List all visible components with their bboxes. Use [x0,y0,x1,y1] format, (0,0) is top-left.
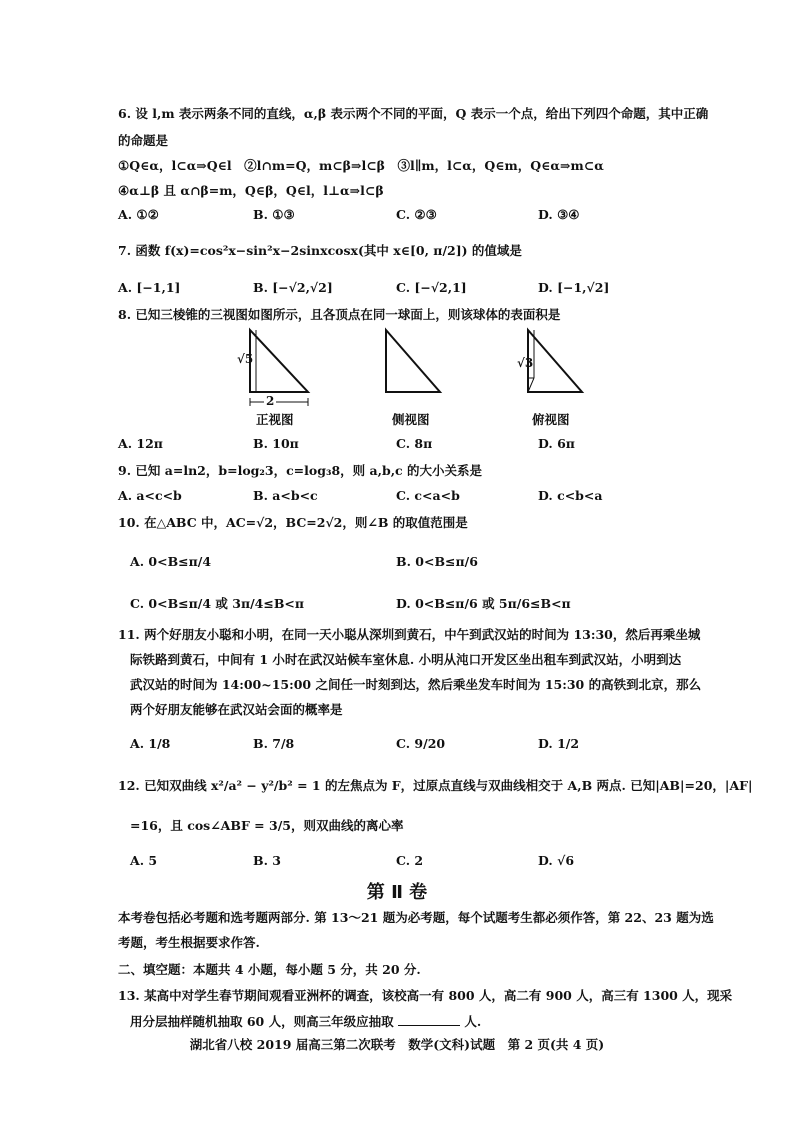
part-two-intro-line1: 本考卷包括必考题和选考题两部分. 第 13～21 题为必考题，每个试题考生都必须作答，第 22、23 题为选 [118,910,714,925]
q10-stem: 10. 在△ABC 中，AC=√2，BC=2√2，则∠B 的取值范围是 [118,515,468,530]
q9-option-b: B. a<b<c [253,488,318,503]
q6-option-d: D. ③④ [538,207,580,222]
front-view-height-label: √5 [237,352,254,366]
q6-stem-line2: 的命题是 [118,133,169,148]
q12-line2: =16，且 cos∠ABF = 3/5，则双曲线的离心率 [130,818,404,833]
q7-option-d: D. [−1,√2] [538,280,610,295]
part-two-title: 第 Ⅱ 卷 [366,882,428,903]
q9-option-d: D. c<b<a [538,488,603,503]
q12-line1: 12. 已知双曲线 x²/a² − y²/b² = 1 的左焦点为 F，过原点直线与双曲线相交于 A,B 两点. 已知|AB|=20，|AF| [118,778,753,793]
front-view-caption: 正视图 [256,412,294,427]
q13-line2-text: 用分层抽样随机抽取 60 人，则高三年级应抽取 [130,1014,394,1029]
top-view-height-label: √3 [517,356,534,370]
q9-stem: 9. 已知 a=ln2，b=log₂3，c=log₃8，则 a,b,c 的大小关系是 [118,463,483,478]
front-view-width-label: 2 [266,394,275,408]
part-two-intro-line2: 考题，考生根据要求作答. [118,935,260,950]
top-view-caption: 俯视图 [532,412,570,427]
q12-option-b: B. 3 [253,853,281,868]
q7-stem: 7. 函数 f(x)=cos²x−sin²x−2sinxcosx(其中 x∈[0, π/2]) 的值域是 [118,243,522,258]
q11-line3: 武汉站的时间为 14:00~15:00 之间任一时刻到达，然后乘坐发车时间为 15:30 的高铁到北京，那么 [130,677,702,692]
q8-option-d: D. 6π [538,436,575,451]
q11-option-d: D. 1/2 [538,736,580,751]
q11-option-c: C. 9/20 [396,736,446,751]
q11-line2: 际铁路到黄石，中间有 1 小时在武汉站候车室休息. 小明从沌口开发区坐出租车到武汉站，小明到达 [130,652,682,667]
q12-option-c: C. 2 [396,853,424,868]
q13-line2-suffix: 人. [464,1014,482,1029]
q11-option-a: A. 1/8 [130,736,171,751]
page-footer: 湖北省八校 2019 届高三第二次联考 数学(文科)试题 第 2 页(共 4 页) [189,1037,605,1052]
q9-option-a: A. a<c<b [118,488,182,503]
q6-option-b: B. ①③ [253,207,295,222]
q6-option-a: A. ①② [118,207,159,222]
q8-stem: 8. 已知三棱锥的三视图如图所示，且各顶点在同一球面上，则该球体的表面积是 [118,307,561,322]
side-view-caption: 侧视图 [392,412,430,427]
q6-option-c: C. ②③ [396,207,437,222]
q7-option-b: B. [−√2,√2] [253,280,333,295]
q10-option-c: C. 0<B≤π/4 或 3π/4≤B<π [130,596,305,611]
q10-option-b: B. 0<B≤π/6 [396,554,478,569]
q11-option-b: B. 7/8 [253,736,295,751]
q8-option-b: B. 10π [253,436,299,451]
q12-option-a: A. 5 [130,853,158,868]
q11-line1: 11. 两个好朋友小聪和小明，在同一天小聪从深圳到黄石，中午到武汉站的时间为 13:30，然后再乘坐城 [118,627,701,642]
q8-option-c: C. 8π [396,436,433,451]
q12-option-d: D. √6 [538,853,575,868]
q13-line2 [130,1013,481,1029]
fill-blank-section-heading: 二、填空题：本题共 4 小题，每小题 5 分，共 20 分. [118,962,421,977]
q13-line1: 13. 某高中对学生春节期间观看亚洲杯的调查，该校高一有 800 人，高二有 900 人，高三有 1300 人，现采 [118,988,733,1003]
q6-stem-line1: 6. 设 l,m 表示两条不同的直线，α,β 表示两个不同的平面，Q 表示一个点，给出下列四个命题，其中正确 [118,106,709,121]
q6-propositions-2: ④α⊥β 且 α∩β=m，Q∈β，Q∈l，l⊥α⇒l⊂β [118,183,384,198]
q10-option-a: A. 0<B≤π/4 [130,554,212,569]
q7-option-a: A. [−1,1] [118,280,181,295]
q8-option-a: A. 12π [118,436,163,451]
q7-option-c: C. [−√2,1] [396,280,467,295]
q9-option-c: C. c<a<b [396,488,460,503]
q10-option-d: D. 0<B≤π/6 或 5π/6≤B<π [396,596,571,611]
side-view-figure [380,326,450,402]
q13-answer-blank[interactable] [398,1013,460,1026]
q11-line4: 两个好朋友能够在武汉站会面的概率是 [130,702,343,717]
q6-propositions-1: ①Q∈α，l⊂α⇒Q∈l ②l∩m=Q，m⊂β⇒l⊂β ③l∥m，l⊂α，Q∈m，Q∈α⇒m⊂α [118,158,604,173]
